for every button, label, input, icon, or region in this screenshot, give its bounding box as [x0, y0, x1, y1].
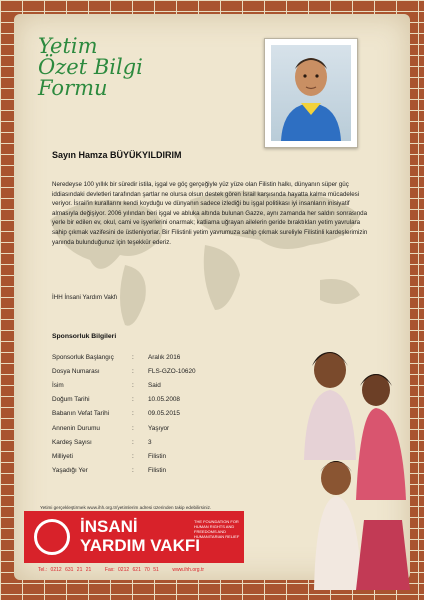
letter-body — [52, 180, 374, 247]
detail-separator: : — [132, 381, 134, 389]
detail-value: 3 — [148, 438, 152, 446]
detail-row — [52, 449, 196, 463]
detail-label: Dosya Numarası — [52, 367, 100, 375]
ihh-banner — [24, 511, 244, 563]
detail-value: Yaşıyor — [148, 424, 170, 432]
sponsor-name: BÜYÜKYILDIRIM — [110, 150, 182, 160]
detail-value: 10.05.2008 — [148, 396, 180, 404]
detail-row — [52, 393, 196, 407]
form-title — [38, 36, 143, 99]
contact-line — [38, 567, 204, 573]
detail-label: Doğum Tarihi — [52, 396, 90, 404]
detail-label: İsim — [52, 381, 64, 389]
detail-separator: : — [132, 467, 134, 475]
detail-separator: : — [132, 452, 134, 460]
detail-value: FLS-GZO-10620 — [148, 367, 196, 375]
detail-row — [52, 350, 196, 364]
detail-label: Milliyeti — [52, 452, 73, 460]
phone-number: Tel.: 0212 631 21 21 — [38, 567, 92, 573]
greeting — [52, 150, 182, 160]
title-line-1: Yetim — [38, 34, 98, 58]
detail-value: Said — [148, 381, 161, 389]
detail-separator: : — [132, 424, 134, 432]
title-line-2: Özet Bilgi — [38, 55, 143, 79]
letter-signature: İHH İnsani Yardım Vakfı — [52, 294, 118, 301]
ihh-logo-icon — [34, 519, 70, 555]
brand-line-1: İNSANİ — [80, 517, 138, 536]
detail-row — [52, 435, 196, 449]
detail-row — [52, 407, 196, 421]
brand-tagline: THE FOUNDATION FOR HUMAN RIGHTS AND FREEDOMS AND HUMANITARIAN RELIEF — [194, 519, 240, 539]
title-line-3: Formu — [38, 76, 108, 100]
detail-separator: : — [132, 353, 134, 361]
detail-label: Kardeş Sayısı — [52, 438, 92, 446]
orphan-photo — [264, 38, 358, 148]
detail-value: 09.05.2015 — [148, 410, 180, 418]
detail-separator: : — [132, 396, 134, 404]
detail-label: Yaşadığı Yer — [52, 467, 88, 475]
website-link[interactable]: www.ihh.org.tr — [172, 567, 205, 573]
child-portrait-graphic — [271, 45, 351, 141]
detail-row — [52, 464, 196, 478]
detail-label: Sponsorluk Başlangıç — [52, 353, 114, 361]
detail-row — [52, 364, 196, 378]
detail-separator: : — [132, 438, 134, 446]
detail-label: Annenin Durumu — [52, 424, 100, 432]
detail-separator: : — [132, 410, 134, 418]
detail-separator: : — [132, 367, 134, 375]
detail-value: Aralık 2016 — [148, 353, 181, 361]
detail-value: Filistin — [148, 467, 167, 475]
sponsorship-heading: Sponsorluk Bilgileri — [52, 333, 117, 340]
detail-row — [52, 378, 196, 392]
letter-paragraph: Neredeyse 100 yıllık bir süredir istila, işgal ve göç gerçeğiyle yüz yüze olan Filistin halkı, dünyanın süper güç iddiasındaki devletleri tarafından şartlar ne olursa olsun destek gören İsrail karşısında hayatta kalma mücadelesi veriyor. İsrail'in kurallarını kendi koyduğu ve dünyanın sadece izlediği bu işgal politikası iyi insanların inisiyatif almasıyla değişiyor. 2006 yılından beri işgal ve abluka altında bulunan Gazze, aynı zamanda her saldırı sonrasında yerle bir edilen ev, okul, cami ve işyerlerini onarmak; katliama uğrayan ailelerin geride bıraktıkları yetim yavrulara sahip çıkmak vazifesini de üstleniyorlar. Bir Filistinli yetim yavrumuza sahip çıkmak sureliyle Filistinli kardeşlerimizin yanında bulunduğunuz için teşekkür ederiz. — [52, 181, 368, 246]
detail-label: Babanın Vefat Tarihi — [52, 410, 110, 418]
brand-line-2: YARDIM VAKFI — [80, 536, 200, 555]
detail-value: Filistin — [148, 452, 167, 460]
tracking-url-note: Yetimi gerçekleştirmek www.ihh.org.tr/yetimlerim adresi üzerinden takip edebilirsiniz. — [40, 505, 212, 510]
fax-number: Fax: 0212 621 70 51 — [104, 567, 159, 573]
sponsorship-details — [52, 350, 196, 478]
children-photo — [290, 340, 410, 590]
detail-row — [52, 421, 196, 435]
brand-name — [80, 517, 200, 555]
greeting-prefix: Sayın Hamza — [52, 150, 111, 160]
photo-image — [271, 45, 351, 141]
